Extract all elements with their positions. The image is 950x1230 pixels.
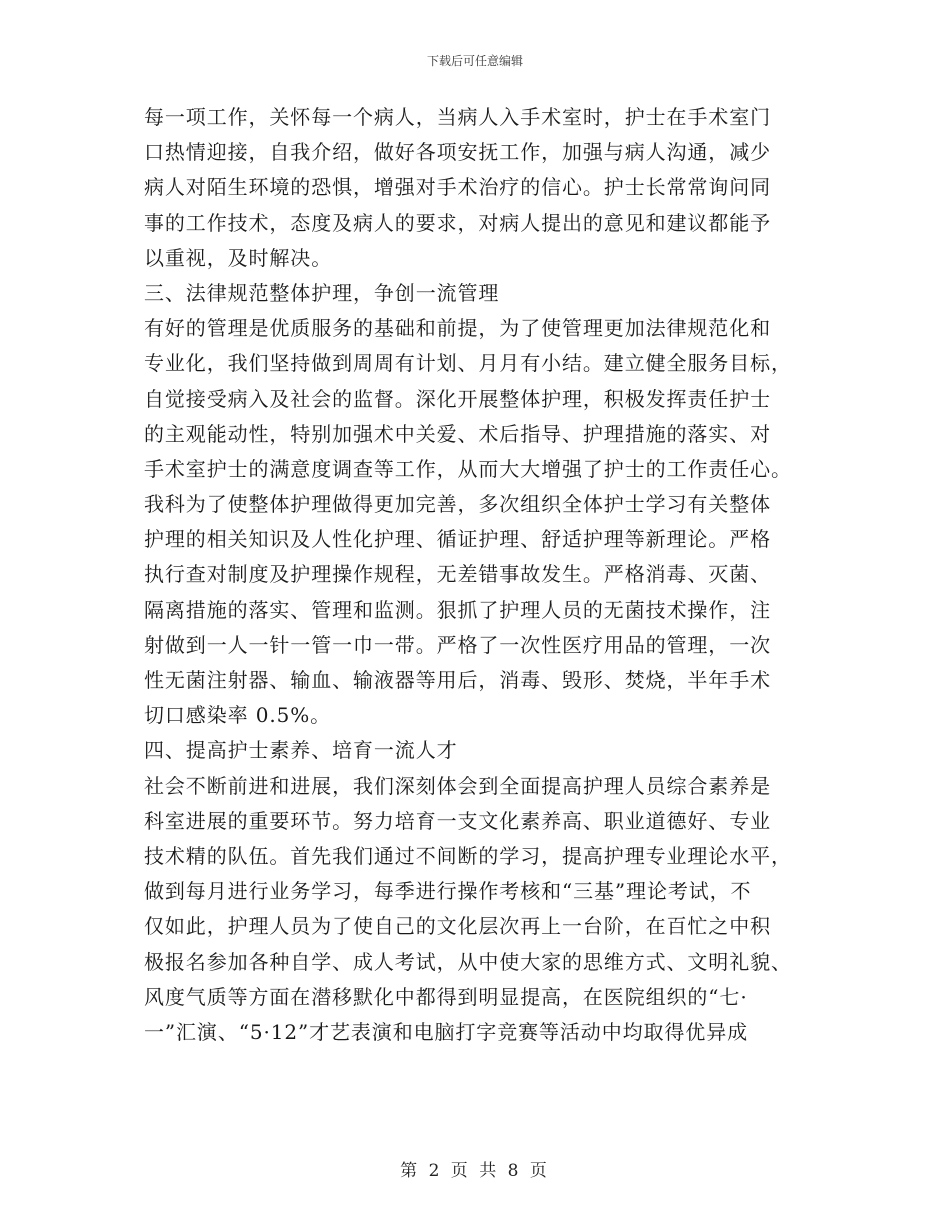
text-line: 隔离措施的落实、管理和监测。狠抓了护理人员的无菌技术操作，注 [144,597,771,622]
text-line: 手术室护士的满意度调查等工作，从而大大增强了护士的工作责任心。 [144,456,792,481]
text-line: 口热情迎接，自我介绍，做好各项安抚工作，加强与病人沟通，减少 [144,140,771,165]
document-body [144,100,804,1050]
text-line: 每一项工作，关怀每一个病人，当病人入手术室时，护士在手术室门 [144,105,771,129]
text-line: 事的工作技术，态度及病人的要求，对病人提出的意见和建议都能予 [144,210,771,235]
page-footer: 第 2 页 共 8 页 [400,1161,550,1181]
text-line: 性无菌注射器、输血、输液器等用后，消毒、毁形、焚烧，半年手术 [144,668,771,692]
text-line: 执行查对制度及护理操作规程，无差错事故发生。严格消毒、灭菌、 [144,562,771,587]
text-line: 切口感染率 0.5%。 [144,703,332,728]
section-heading: 三、法律规范整体护理，争创一流管理 [144,280,500,305]
text-line: 护理的相关知识及人性化护理、循证护理、舒适护理等新理论。严格 [144,527,771,552]
text-line: 技术精的队伍。首先我们通过不间断的学习，提高护理专业理论水平， [144,843,792,868]
text-line: 风度气质等方面在潜移默化中都得到明显提高，在医院组织的“七· [144,984,748,1009]
text-line: 有好的管理是优质服务的基础和前提，为了使管理更加法律规范化和 [144,316,771,341]
text-line: 射做到一人一针一管一巾一带。严格了一次性医疗用品的管理，一次 [144,632,771,657]
text-line: 社会不断前进和进展，我们深刻体会到全面提高护理人员综合素养是 [144,773,771,798]
text-line: 的主观能动性，特别加强术中关爱、术后指导、护理措施的落实、对 [144,421,771,446]
text-line: 极报名参加各种自学、成人考试，从中使大家的思维方式、文明礼貌、 [144,949,792,974]
text-line: 我科为了使整体护理做得更加完善，多次组织全体护士学习有关整体 [144,492,771,517]
text-line: 仅如此，护理人员为了使自己的文化层次再上一台阶，在百忙之中积 [144,914,771,939]
text-line: 专业化，我们坚持做到周周有计划、月月有小结。建立健全服务目标， [144,351,792,376]
text-line: 自觉接受病入及社会的监督。深化开展整体护理，积极发挥责任护士 [144,386,771,411]
text-line: 一”汇演、“5·12”才艺表演和电脑打字竞赛等活动中均取得优异成 [144,1019,749,1044]
page-header: 下载后可任意编辑 [426,54,523,68]
text-line: 做到每月进行业务学习，每季进行操作考核和“三基”理论考试，不 [144,879,752,904]
text-line: 以重视，及时解决。 [144,245,333,270]
section-heading: 四、提高护士素养、培育一流人才 [144,738,458,763]
text-line: 科室进展的重要环节。努力培育一支文化素养高、职业道德好、专业 [144,808,771,833]
text-line: 病人对陌生环境的恐惧，增强对手术治疗的信心。护士长常常询问同 [144,175,771,200]
